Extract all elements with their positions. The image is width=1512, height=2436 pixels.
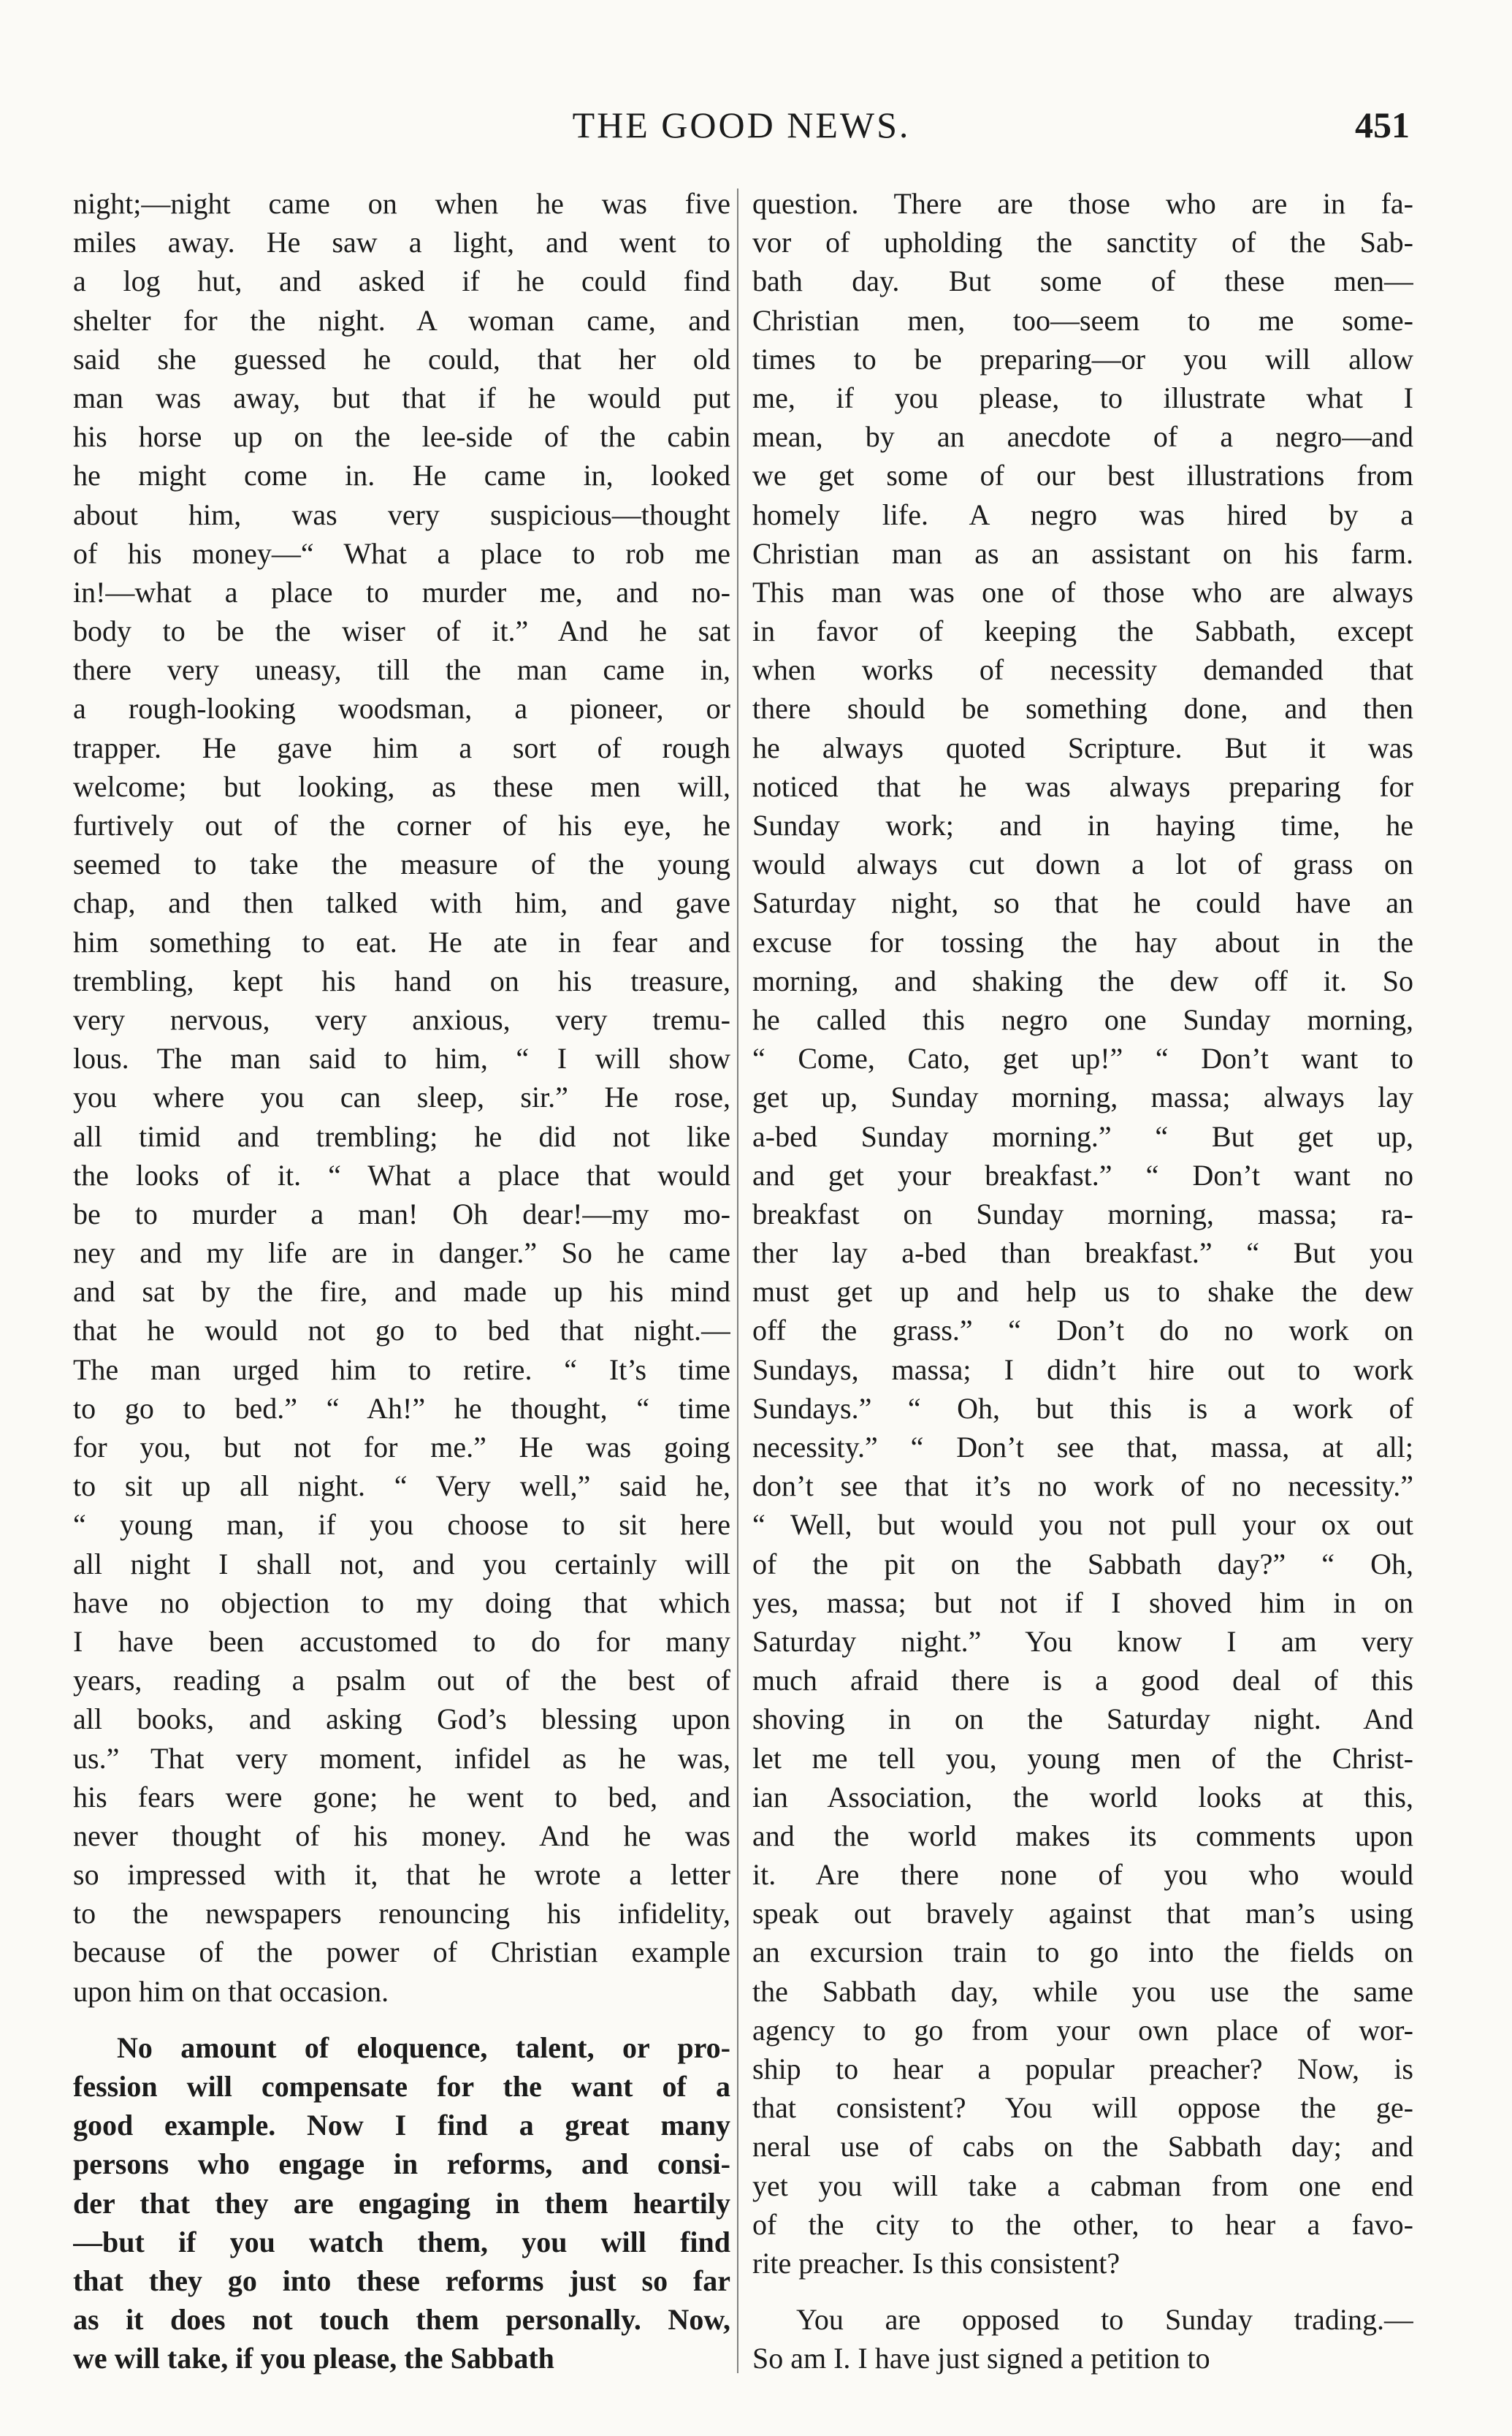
text-line: yet you will take a cabman from one end — [752, 2169, 1413, 2202]
text-line: rite preacher. Is this consistent? — [752, 2246, 1120, 2280]
text-line: must get up and help us to shake the dew — [752, 1275, 1413, 1309]
text-line: us.” That very moment, infidel as he was, — [73, 1741, 730, 1775]
paragraph — [752, 184, 1413, 2283]
column-divider — [737, 189, 738, 2373]
text-line: that he would not go to bed that night.— — [73, 1314, 730, 1347]
text-line: excuse for tossing the hay about in the — [752, 925, 1413, 959]
text-line: never thought of his money. And he was — [73, 1819, 730, 1852]
text-line: bath day. But some of these men— — [752, 264, 1413, 298]
text-line: “ Well, but would you not pull your ox out — [752, 1508, 1413, 1542]
text-line: of his money—“ What a place to rob me — [73, 536, 730, 570]
text-line: him something to eat. He ate in fear and — [73, 925, 730, 959]
text-line: noticed that he was always preparing for — [752, 769, 1413, 803]
text-line: in!—what a place to murder me, and no- — [73, 575, 730, 609]
text-line: of the pit on the Sabbath day?” “ Oh, — [752, 1547, 1413, 1580]
text-line: when works of necessity demanded that — [752, 653, 1413, 687]
text-line: fession will compensate for the want of a — [73, 2070, 730, 2103]
text-line: a log hut, and asked if he could find — [73, 264, 730, 298]
text-line: necessity.” “ Don’t see that, massa, at all; — [752, 1431, 1413, 1463]
text-line: me, if you please, to illustrate what I — [752, 381, 1413, 414]
text-line: very nervous, very anxious, very tremu- — [73, 1002, 730, 1036]
text-line: so impressed with it, that he wrote a letter — [73, 1858, 730, 1892]
paragraph-gap — [752, 2283, 1413, 2300]
text-line: for you, but not for me.” He was going — [73, 1431, 730, 1463]
text-line: to sit up all night. “ Very well,” said he, — [73, 1469, 730, 1503]
text-line: persons who engage in reforms, and consi- — [73, 2147, 730, 2181]
text-line: Saturday night.” You know I am very — [752, 1624, 1413, 1658]
text-line: shoving in on the Saturday night. And — [752, 1702, 1413, 1736]
text-line: miles away. He saw a light, and went to — [73, 226, 730, 259]
text-line: years, reading a psalm out of the best of — [73, 1664, 730, 1697]
text-line: vor of upholding the sanctity of the Sab- — [752, 226, 1413, 259]
text-line: an excursion train to go into the fields on — [752, 1936, 1413, 1969]
paragraph-gap — [73, 2011, 730, 2028]
text-line: you where you can sleep, sir.” He rose, — [73, 1081, 730, 1114]
text-line: The man urged him to retire. “ It’s time — [73, 1352, 730, 1386]
text-line: of the city to the other, to hear a favo- — [752, 2207, 1413, 2241]
text-line: there very uneasy, till the man came in, — [73, 653, 730, 687]
text-line: body to be the wiser of it.” And he sat — [73, 614, 730, 648]
paragraph — [752, 2300, 1413, 2378]
text-line: night;—night came on when he was five — [73, 187, 730, 220]
text-line: question. There are those who are in fa- — [752, 187, 1413, 220]
text-line: and get your breakfast.” “ Don’t want no — [752, 1158, 1413, 1192]
text-line: morning, and shaking the dew off it. So — [752, 964, 1413, 997]
text-line: ship to hear a popular preacher? Now, is — [752, 2052, 1413, 2085]
text-line: his fears were gone; he went to bed, and — [73, 1780, 730, 1813]
text-line: and the world makes its comments upon — [752, 1819, 1413, 1852]
text-line: der that they are engaging in them heartily — [73, 2186, 730, 2220]
text-line: the looks of it. “ What a place that would — [73, 1158, 730, 1192]
text-line: and sat by the fire, and made up his mind — [73, 1275, 730, 1309]
text-line: agency to go from your own place of wor- — [752, 2013, 1413, 2047]
text-line: as it does not touch them personally. Now, — [73, 2303, 730, 2337]
text-line: all books, and asking God’s blessing upon — [73, 1702, 730, 1736]
text-line: This man was one of those who are always — [752, 575, 1413, 609]
text-line: in favor of keeping the Sabbath, except — [752, 614, 1413, 648]
text-line: chap, and then talked with him, and gave — [73, 886, 730, 920]
text-line: much afraid there is a good deal of this — [752, 1664, 1413, 1697]
text-line: a rough-looking woodsman, a pioneer, or — [73, 692, 730, 726]
text-line: to the newspapers renouncing his infidelity, — [73, 1897, 730, 1930]
text-line: we will take, if you please, the Sabbath — [73, 2342, 554, 2375]
text-line: Christian man as an assistant on his farm. — [752, 536, 1413, 570]
running-title: THE GOOD NEWS. — [572, 104, 911, 145]
paragraph — [73, 184, 730, 2011]
page-number: 451 — [1355, 104, 1410, 145]
text-line: yes, massa; but not if I shoved him in on — [752, 1586, 1413, 1619]
text-line: speak out bravely against that man’s using — [752, 1897, 1413, 1930]
text-line: trapper. He gave him a sort of rough — [73, 731, 730, 764]
text-line: trembling, kept his hand on his treasure, — [73, 964, 730, 997]
text-line: have no objection to my doing that which — [73, 1586, 730, 1619]
text-line: “ young man, if you choose to sit here — [73, 1508, 730, 1542]
text-line: all timid and trembling; he did not like — [73, 1119, 730, 1153]
text-line: that consistent? You will oppose the ge- — [752, 2091, 1413, 2125]
text-line: we get some of our best illustrations from — [752, 459, 1413, 492]
text-line: don’t see that it’s no work of no necessity.” — [752, 1469, 1413, 1503]
text-line: ney and my life are in danger.” So he came — [73, 1236, 730, 1270]
text-line: that they go into these reforms just so far — [73, 2264, 730, 2297]
text-line: —but if you watch them, you will find — [73, 2225, 730, 2258]
text-line: homely life. A negro was hired by a — [752, 498, 1413, 531]
text-line: let me tell you, young men of the Christ- — [752, 1741, 1413, 1775]
text-line: I have been accustomed to do for many — [73, 1624, 730, 1658]
text-line: man was away, but that if he would put — [73, 381, 730, 414]
text-line: be to murder a man! Oh dear!—my mo- — [73, 1197, 730, 1230]
text-line: would always cut down a lot of grass on — [752, 848, 1413, 881]
text-line: Sundays, massa; I didn’t hire out to work — [752, 1352, 1413, 1386]
text-line: lous. The man said to him, “ I will show — [73, 1042, 730, 1076]
text-line: his horse up on the lee-side of the cabin — [73, 420, 730, 454]
text-line: Sundays.” “ Oh, but this is a work of — [752, 1391, 1413, 1425]
text-line: neral use of cabs on the Sabbath day; and — [752, 2130, 1413, 2163]
text-line: shelter for the night. A woman came, and — [73, 303, 730, 337]
text-line: to go to bed.” “ Ah!” he thought, “ time — [73, 1391, 730, 1425]
text-line: seemed to take the measure of the young — [73, 848, 730, 881]
text-line: get up, Sunday morning, massa; always lay — [752, 1081, 1413, 1114]
text-line: So am I. I have just signed a petition to — [752, 2342, 1210, 2375]
text-line: good example. Now I find a great many — [73, 2109, 730, 2142]
text-line: Sunday work; and in haying time, he — [752, 809, 1413, 842]
text-line: No amount of eloquence, talent, or pro- — [117, 2030, 730, 2064]
text-line: a-bed Sunday morning.” “ But get up, — [752, 1119, 1413, 1153]
text-line: off the grass.” “ Don’t do no work on — [752, 1314, 1413, 1347]
text-line: he called this negro one Sunday morning, — [752, 1002, 1413, 1036]
text-line: breakfast on Sunday morning, massa; ra- — [752, 1197, 1413, 1230]
text-line: the Sabbath day, while you use the same — [752, 1974, 1413, 2008]
text-line: it. Are there none of you who would — [752, 1858, 1413, 1892]
left-column — [73, 184, 730, 2378]
text-line: “ Come, Cato, get up!” “ Don’t want to — [752, 1042, 1413, 1076]
paragraph — [73, 2028, 730, 2378]
text-line: he always quoted Scripture. But it was — [752, 731, 1413, 764]
text-line: all night I shall not, and you certainly will — [73, 1547, 730, 1580]
text-line: there should be something done, and then — [752, 692, 1413, 726]
text-line: ian Association, the world looks at this, — [752, 1780, 1413, 1813]
text-line: mean, by an anecdote of a negro—and — [752, 420, 1413, 454]
right-column — [752, 184, 1413, 2378]
running-head — [73, 99, 1410, 151]
text-line: You are opposed to Sunday trading.— — [796, 2303, 1413, 2337]
text-line: said she guessed he could, that her old — [73, 342, 730, 376]
text-line: furtively out of the corner of his eye, he — [73, 809, 730, 842]
text-line: because of the power of Christian example — [73, 1936, 730, 1969]
text-line: times to be preparing—or you will allow — [752, 342, 1413, 376]
text-line: Saturday night, so that he could have an — [752, 886, 1413, 920]
text-line: welcome; but looking, as these men will, — [73, 769, 730, 803]
text-line: about him, was very suspicious—thought — [73, 498, 730, 531]
text-line: Christian men, too—seem to me some- — [752, 303, 1413, 337]
text-line: he might come in. He came in, looked — [73, 459, 730, 492]
text-line: upon him on that occasion. — [73, 1974, 389, 2008]
text-line: ther lay a-bed than breakfast.” “ But you — [752, 1236, 1413, 1270]
